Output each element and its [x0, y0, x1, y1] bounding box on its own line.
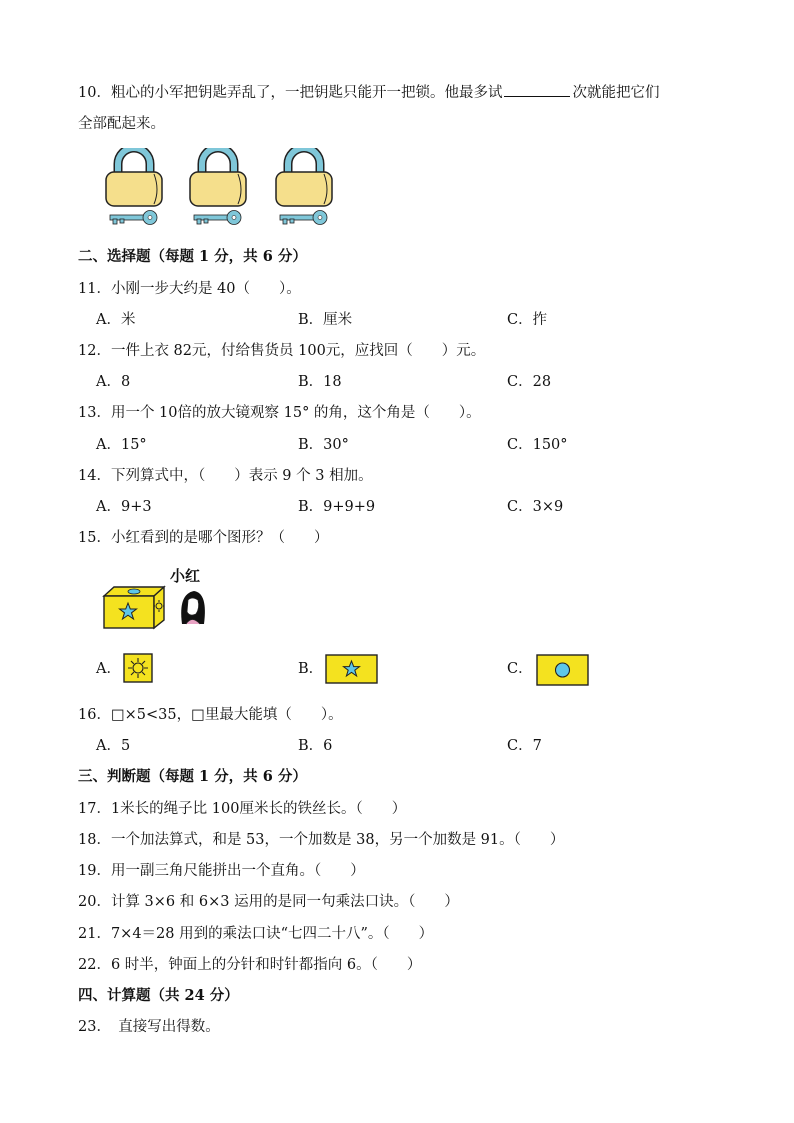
box-icon	[104, 587, 165, 628]
q21-statement: 21．7×4＝28 用到的乘法口诀“七四二十八”。（ ）	[78, 926, 434, 942]
q14-option-c[interactable]: C．3×9	[507, 499, 564, 515]
q13-stem: 13．用一个 10倍的放大镜观察 15° 的角，这个角是（ ）。	[78, 405, 481, 421]
key-icon	[194, 211, 241, 225]
q14-option-a[interactable]: A．9+3	[96, 499, 152, 515]
q16-stem: 16．□×5<35，□里最大能填（ ）。	[78, 707, 343, 723]
q11-option-a[interactable]: A．米	[96, 312, 136, 328]
lock-icon	[106, 148, 162, 206]
q16-option-c[interactable]: C．7	[507, 738, 542, 754]
q13-option-a[interactable]: A．15°	[96, 437, 147, 453]
q15-option-c-image[interactable]	[536, 654, 589, 686]
q20-statement: 20．计算 3×6 和 6×3 运用的是同一句乘法口诀。（ ）	[78, 894, 459, 910]
q12-stem: 12．一件上衣 82元，付给售货员 100元，应找回（ ）元。	[78, 343, 486, 359]
key-icon	[280, 211, 327, 225]
q10-line1	[78, 82, 659, 103]
girl-icon	[181, 591, 205, 624]
locks-and-keys-figure	[100, 148, 340, 230]
q15-stem: 15．小红看到的是哪个图形？（ ）	[78, 530, 329, 546]
q15-option-c[interactable]: C．	[507, 661, 533, 677]
q11-option-c[interactable]: C．拃	[507, 312, 548, 328]
section-2-title: 二、选择题（每题 1 分，共 6 分）	[78, 248, 307, 265]
q10-text-b: 次就能把它们	[572, 85, 660, 101]
q16-option-a[interactable]: A．5	[96, 738, 131, 754]
lock-icon	[190, 148, 246, 206]
lock-icon	[276, 148, 332, 206]
q15-option-a[interactable]: A．	[96, 661, 121, 677]
q11-stem: 11．小刚一步大约是 40（ ）。	[78, 281, 301, 297]
q23-stem: 23． 直接写出得数。	[78, 1019, 220, 1035]
q15-option-b[interactable]: B．	[298, 661, 324, 677]
q15-option-b-image[interactable]	[325, 654, 378, 684]
q13-option-c[interactable]: C．150°	[507, 437, 568, 453]
q14-option-b[interactable]: B．9+9+9	[298, 499, 376, 515]
q14-stem: 14．下列算式中，（ ）表示 9 个 3 相加。	[78, 468, 373, 484]
q17-statement: 17．1米长的绳子比 100厘米长的铁丝长。（ ）	[78, 801, 407, 817]
q12-option-b[interactable]: B．18	[298, 374, 342, 390]
q12-option-c[interactable]: C．28	[507, 374, 552, 390]
q16-option-b[interactable]: B．6	[298, 738, 333, 754]
q10-text-a: 10．粗心的小军把钥匙弄乱了，一把钥匙只能开一把锁。他最多试	[78, 85, 503, 101]
q12-option-a[interactable]: A．8	[96, 374, 131, 390]
q11-option-b[interactable]: B．厘米	[298, 312, 353, 328]
section-4-title: 四、计算题（共 24 分）	[78, 987, 239, 1004]
q13-option-b[interactable]: B．30°	[298, 437, 349, 453]
box-and-girl-figure	[100, 584, 210, 634]
q22-statement: 22．6 时半，钟面上的分针和时针都指向 6。（ ）	[78, 957, 422, 973]
section-3-title: 三、判断题（每题 1 分，共 6 分）	[78, 768, 307, 785]
q10-line2: 全部配起来。	[78, 116, 165, 132]
q10-answer-blank[interactable]	[504, 82, 570, 97]
circle-icon	[556, 663, 570, 677]
key-icon	[110, 211, 157, 225]
girl-label: 小红	[170, 567, 201, 585]
q19-statement: 19．用一副三角尺能拼出一个直角。（ ）	[78, 863, 365, 879]
q15-option-a-image[interactable]	[123, 653, 153, 683]
q18-statement: 18．一个加法算式，和是 53，一个加数是 38，另一个加数是 91。（ ）	[78, 832, 565, 848]
